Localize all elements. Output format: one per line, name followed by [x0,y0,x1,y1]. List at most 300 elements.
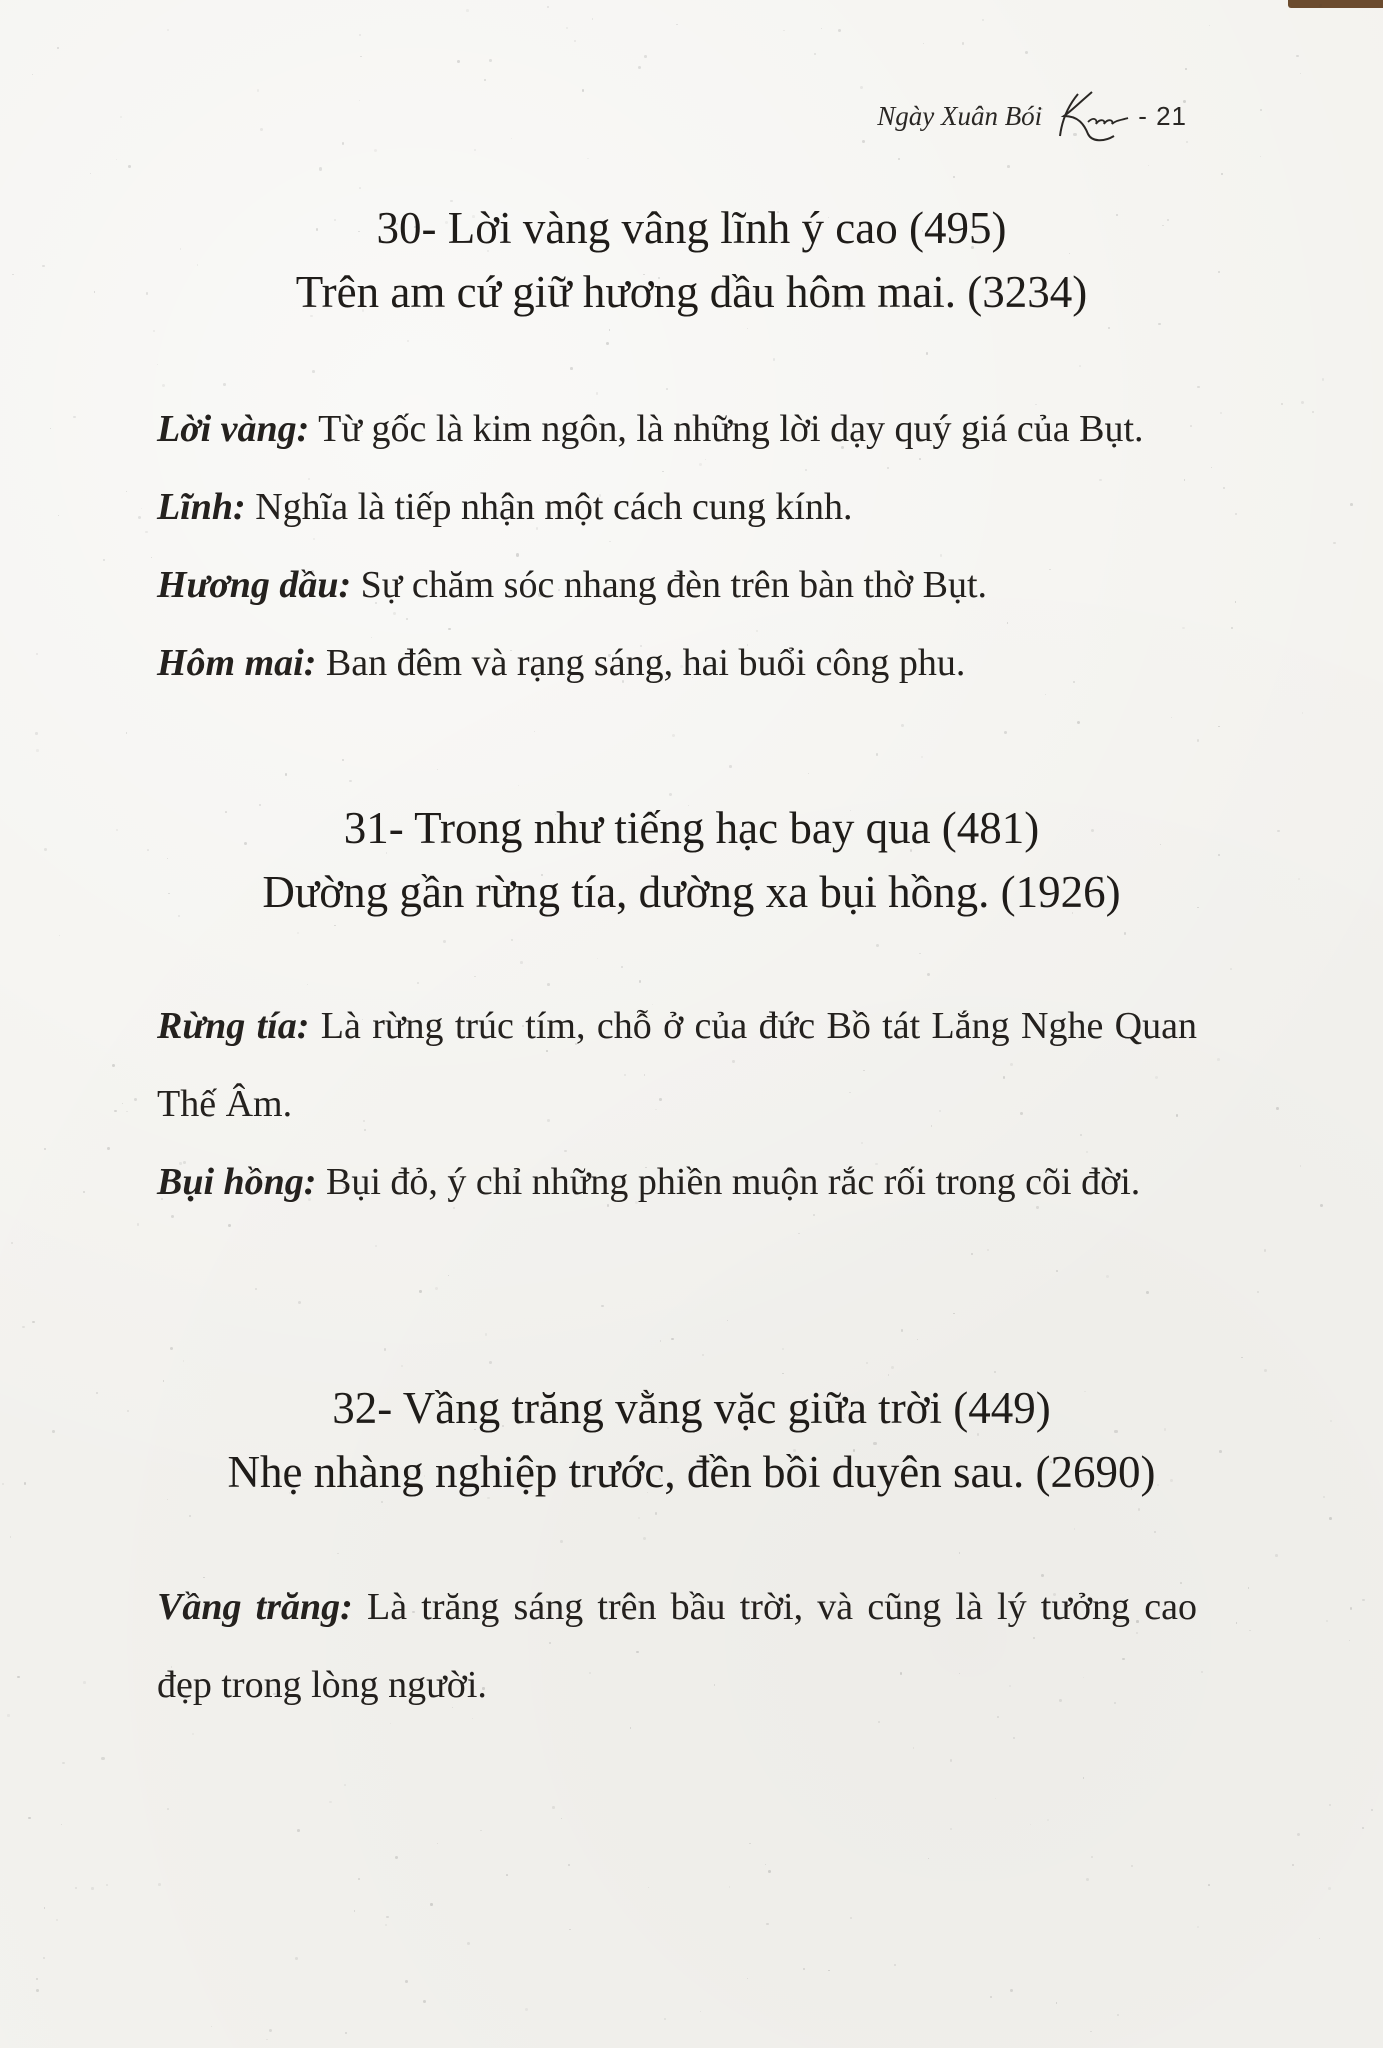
paper-speck [1154,1531,1155,1532]
paper-speck [385,1924,387,1926]
paper-speck [597,958,598,959]
paper-speck [257,89,260,92]
paper-speck [860,86,863,89]
paper-speck [953,1313,954,1314]
paper-speck [101,1757,104,1760]
paper-speck [862,140,865,143]
paper-speck [344,1784,346,1786]
paper-speck [342,759,344,761]
paper-speck [141,508,142,509]
paper-speck [729,1886,730,1887]
paper-speck [1241,1357,1243,1359]
paper-speck [1138,1508,1141,1511]
paper-speck [36,653,38,655]
note-term: Lĩnh: [157,486,246,528]
paper-speck [926,352,928,354]
page-edge-mark [1288,0,1383,8]
paper-speck [298,1301,301,1304]
paper-speck [395,1856,398,1859]
paper-speck [987,1249,989,1251]
page-number: - 21 [1138,100,1187,131]
paper-speck [474,149,476,151]
paper-speck [342,142,344,144]
paper-speck [75,1887,77,1889]
paper-speck [62,1762,64,1764]
paper-speck [995,1798,997,1800]
paper-speck [297,1829,300,1832]
paper-speck [570,367,573,370]
paper-speck [621,966,623,968]
paper-speck [702,1354,704,1356]
paper-speck [423,2000,426,2003]
paper-speck [747,328,748,329]
paper-speck [359,187,361,189]
paper-speck [917,1339,918,1340]
paper-speck [1090,2031,1092,2033]
paper-speck [1221,173,1222,174]
paper-speck [1260,156,1261,157]
paper-speck [1148,165,1149,166]
paper-speck [525,2008,528,2011]
paper-speck [1322,378,1324,380]
paper-speck [266,2039,268,2041]
notes-31 [157,987,1197,1221]
paper-speck [1124,932,1127,935]
paper-speck [828,1970,829,1971]
verse-line: 32- Vầng trăng vằng vặc giữa trời (449) [332,1383,1051,1433]
paper-speck [1197,386,1200,389]
note-item [157,624,1197,702]
paper-speck [1320,1204,1323,1207]
paper-speck [269,2029,272,2032]
paper-speck [1235,513,1237,515]
paper-speck [419,1290,421,1292]
paper-speck [358,1878,360,1880]
paper-speck [606,342,609,345]
paper-speck [1056,2002,1058,2004]
paper-speck [923,43,924,44]
paper-speck [192,1733,194,1735]
paper-speck [1257,1291,1259,1293]
paper-speck [211,2026,212,2027]
paper-speck [1197,739,1200,742]
note-text: Sự chăm sóc nhang đèn trên bàn thờ Bụt. [351,564,988,606]
paper-speck [28,1817,31,1820]
paper-speck [1117,2014,1118,2015]
paper-speck [950,1759,953,1762]
verse-line: Trên am cứ giữ hương dầu hôm mai. (3234) [295,267,1088,317]
paper-speck [982,19,984,21]
paper-speck [437,1843,438,1844]
paper-speck [814,53,816,55]
verse-line: 31- Trong như tiếng hạc bay qua (481) [343,803,1040,853]
paper-speck [950,1828,951,1829]
paper-speck [569,1929,571,1931]
paper-speck [962,42,964,44]
paper-speck [1083,1777,1084,1778]
paper-speck [901,724,904,727]
paper-speck [639,980,642,983]
paper-speck [898,158,900,160]
paper-speck [345,2032,347,2034]
paper-speck [1362,1827,1364,1829]
note-text: Là rừng trúc tím, chỗ ở của đức Bồ tát Lắng Nghe Quan Thế Âm. [157,1005,1197,1125]
paper-speck [1312,411,1314,413]
paper-speck [443,940,446,943]
paper-speck [765,1864,766,1865]
note-text: Ban đêm và rạng sáng, hai buổi công phu. [316,642,966,684]
paper-speck [162,384,165,387]
note-term: Rừng tía: [157,1005,310,1047]
paper-speck [561,1818,563,1820]
paper-speck [1025,51,1028,54]
paper-speck [1248,1587,1250,1589]
paper-speck [359,100,361,102]
paper-speck [312,370,315,373]
paper-speck [1300,1165,1301,1166]
verse-line: 30- Lời vàng vâng lĩnh ý cao (495) [376,203,1007,253]
paper-speck [1349,1640,1350,1641]
paper-speck [768,1870,771,1873]
paper-speck [50,428,51,429]
notes-30 [157,390,1197,702]
paper-speck [374,149,377,152]
paper-speck [1007,165,1010,168]
paper-speck [638,66,641,69]
paper-speck [1319,1938,1321,1940]
paper-speck [990,1996,992,1998]
paper-speck [643,1537,646,1540]
paper-speck [295,1957,298,1960]
note-item [157,468,1197,546]
note-item [157,546,1197,624]
paper-speck [435,1287,438,1290]
paper-speck [489,1361,492,1364]
paper-speck [189,1515,191,1517]
paper-speck [354,1910,356,1912]
paper-speck [11,1242,13,1244]
note-item [157,987,1197,1143]
paper-speck [1264,1249,1266,1251]
paper-speck [671,1338,673,1340]
paper-speck [126,491,127,492]
paper-speck [749,1843,750,1844]
paper-speck [22,1326,24,1328]
paper-speck [319,167,322,170]
paper-speck [1047,1819,1050,1822]
paper-speck [485,1333,488,1336]
paper-speck [57,47,59,49]
paper-speck [480,1830,481,1831]
paper-speck [36,749,39,752]
paper-speck [1326,1620,1328,1622]
paper-speck [126,732,128,734]
paper-speck [747,1978,748,1979]
paper-speck [457,60,460,63]
paper-speck [766,1923,769,1926]
paper-speck [134,1098,137,1101]
paper-speck [128,165,131,168]
paper-speck [116,159,118,161]
paper-speck [167,1808,169,1810]
paper-speck [35,732,37,734]
paper-speck [1030,1824,1031,1825]
verse-line: Nhẹ nhàng nghiệp trước, đền bồi duyên sau. (2690) [227,1447,1156,1497]
paper-speck [90,173,91,174]
paper-speck [644,55,647,58]
paper-speck [405,1980,408,1983]
paper-speck [1300,73,1301,74]
paper-speck [430,1903,432,1905]
paper-speck [106,1884,108,1886]
paper-speck [151,557,152,558]
paper-speck [1301,401,1304,404]
paper-speck [891,1366,894,1369]
paper-speck [1004,731,1007,734]
paper-speck [919,953,920,954]
paper-speck [91,1887,93,1889]
paper-speck [928,1858,929,1859]
paper-speck [36,1978,37,1979]
paper-speck [700,2011,701,2012]
paper-speck [1211,467,1212,468]
paper-speck [566,27,568,29]
paper-speck [1209,25,1210,26]
paper-speck [107,1147,110,1150]
paper-speck [1328,1887,1331,1890]
paper-speck [582,89,585,92]
paper-speck [901,1329,904,1332]
paper-speck [506,1874,508,1876]
paper-speck [61,1824,62,1825]
paper-speck [337,1553,339,1555]
paper-speck [1281,403,1283,405]
paper-speck [1302,712,1304,714]
paper-speck [349,780,352,783]
paper-speck [407,340,410,343]
paper-speck [1077,721,1080,724]
paper-speck [959,1552,960,1553]
paper-speck [1106,1275,1109,1278]
paper-speck [56,1919,58,1921]
note-item [157,390,1197,468]
paper-speck [927,973,930,976]
paper-speck [360,56,361,57]
paper-speck [1329,1804,1331,1806]
paper-speck [1131,1865,1133,1867]
paper-speck [921,756,923,758]
paper-speck [1319,4,1322,7]
paper-speck [994,1371,996,1373]
paper-speck [511,138,512,139]
paper-speck [1086,1878,1089,1881]
paper-speck [1264,1369,1267,1372]
note-text: Là trăng sáng trên bầu trời, và cũng là lý tưởng cao đẹp trong lòng người. [157,1586,1197,1706]
paper-speck [511,939,513,941]
paper-speck [547,983,550,986]
notes-32 [157,1568,1197,1724]
paper-speck [672,734,675,737]
paper-speck [260,128,263,131]
paper-speck [1371,1809,1373,1811]
paper-speck [448,1275,449,1276]
paper-speck [1079,365,1081,367]
paper-speck [1235,601,1236,602]
paper-speck [568,1864,571,1867]
paper-speck [1056,1270,1058,1272]
paper-speck [167,29,169,31]
paper-speck [1217,1058,1220,1061]
paper-speck [729,765,732,768]
paper-speck [664,2018,666,2020]
paper-speck [808,773,809,774]
paper-speck [112,1064,115,1067]
paper-speck [466,9,469,12]
kieu-signature-logo [1048,86,1132,146]
paper-speck [467,1942,470,1945]
paper-speck [359,34,361,36]
paper-speck [157,364,158,365]
paper-speck [32,1321,35,1324]
paper-speck [838,29,841,32]
paper-speck [83,1191,85,1193]
paper-speck [609,329,610,330]
paper-speck [1350,1607,1352,1609]
note-term: Bụi hồng: [157,1161,317,1203]
paper-speck [560,1540,563,1543]
note-text: Nghĩa là tiếp nhận một cách cung kính. [245,486,853,528]
note-text: Từ gốc là kim ngôn, là những lời dạy quý giá của Bụt. [309,408,1144,450]
paper-speck [648,1887,649,1888]
paper-speck [120,116,122,118]
paper-speck [228,1224,231,1227]
paper-speck [170,1347,173,1350]
paper-speck [1108,327,1110,329]
paper-speck [587,158,589,160]
paper-speck [417,982,419,984]
paper-speck [773,358,775,360]
paper-speck [803,1968,805,1970]
paper-speck [1186,141,1188,143]
verse-31 [0,796,1383,924]
note-term: Hương dầu: [157,564,352,606]
verse-line: Dường gần rừng tía, dường xa bụi hồng. (1926) [262,867,1121,917]
paper-speck [876,753,878,755]
paper-speck [1218,726,1219,727]
paper-speck [1223,487,1225,489]
paper-speck [138,516,141,519]
paper-speck [1350,503,1353,506]
paper-speck [297,932,299,934]
paper-speck [114,1110,116,1112]
paper-speck [255,1288,257,1290]
paper-speck [727,1320,729,1322]
paper-speck [59,935,60,936]
paper-speck [1296,55,1298,57]
paper-speck [484,79,486,81]
running-head [877,92,1187,140]
paper-speck [401,1365,403,1367]
paper-speck [850,1917,852,1919]
verse-32 [0,1376,1383,1504]
paper-speck [953,176,955,178]
paper-speck [122,1103,123,1104]
paper-speck [1208,1884,1210,1886]
paper-speck [894,1964,896,1966]
paper-speck [913,1747,914,1748]
paper-speck [782,1348,784,1350]
paper-speck [334,925,335,926]
paper-speck [1260,109,1262,111]
paper-speck [43,1957,45,1959]
paper-speck [1236,1622,1238,1624]
paper-speck [285,773,288,776]
note-text: Bụi đỏ, ý chỉ những phiền muộn rắc rối trong cõi đời. [316,1161,1141,1203]
paper-speck [44,1907,45,1908]
paper-speck [474,976,476,978]
paper-speck [36,1989,39,1992]
paper-speck [971,1253,973,1255]
paper-speck [783,30,785,32]
paper-speck [1013,1737,1015,1739]
paper-speck [58,515,59,516]
paper-speck [1091,1856,1093,1858]
note-term: Hôm mai: [157,642,317,684]
paper-speck [1329,1517,1332,1520]
paper-speck [17,1676,20,1679]
paper-speck [137,1223,140,1226]
paper-speck [1171,717,1172,718]
paper-speck [798,1233,800,1235]
paper-speck [1276,1107,1279,1110]
note-term: Vầng trăng: [157,1586,353,1628]
paper-speck [660,1340,661,1341]
paper-speck [1074,1528,1076,1530]
paper-speck [1333,542,1335,544]
note-item [157,1568,1197,1724]
paper-speck [223,383,226,386]
paper-speck [1220,412,1222,414]
paper-speck [10,1536,11,1537]
paper-speck [1297,1833,1300,1836]
paper-speck [630,1727,631,1728]
paper-speck [1231,627,1233,629]
paper-speck [1201,1671,1203,1673]
paper-speck [676,24,677,25]
paper-speck [32,74,33,75]
note-item [157,1143,1197,1221]
paper-speck [547,6,549,8]
paper-speck [1010,1989,1013,1992]
running-head-title: Ngày Xuân Bói [877,100,1043,131]
paper-speck [1362,1599,1365,1602]
paper-speck [384,1348,387,1351]
verse-30 [0,196,1383,324]
paper-speck [1185,68,1187,70]
paper-speck [601,1305,604,1308]
paper-speck [1292,1864,1294,1866]
paper-speck [375,1245,377,1247]
paper-speck [782,1373,783,1374]
paper-speck [552,1806,554,1808]
paper-speck [655,1512,658,1515]
paper-speck [1275,1554,1278,1557]
paper-speck [1249,1630,1250,1631]
paper-speck [876,944,879,947]
paper-speck [638,1517,641,1520]
note-term: Lời vàng: [157,408,310,450]
paper-speck [307,984,308,985]
